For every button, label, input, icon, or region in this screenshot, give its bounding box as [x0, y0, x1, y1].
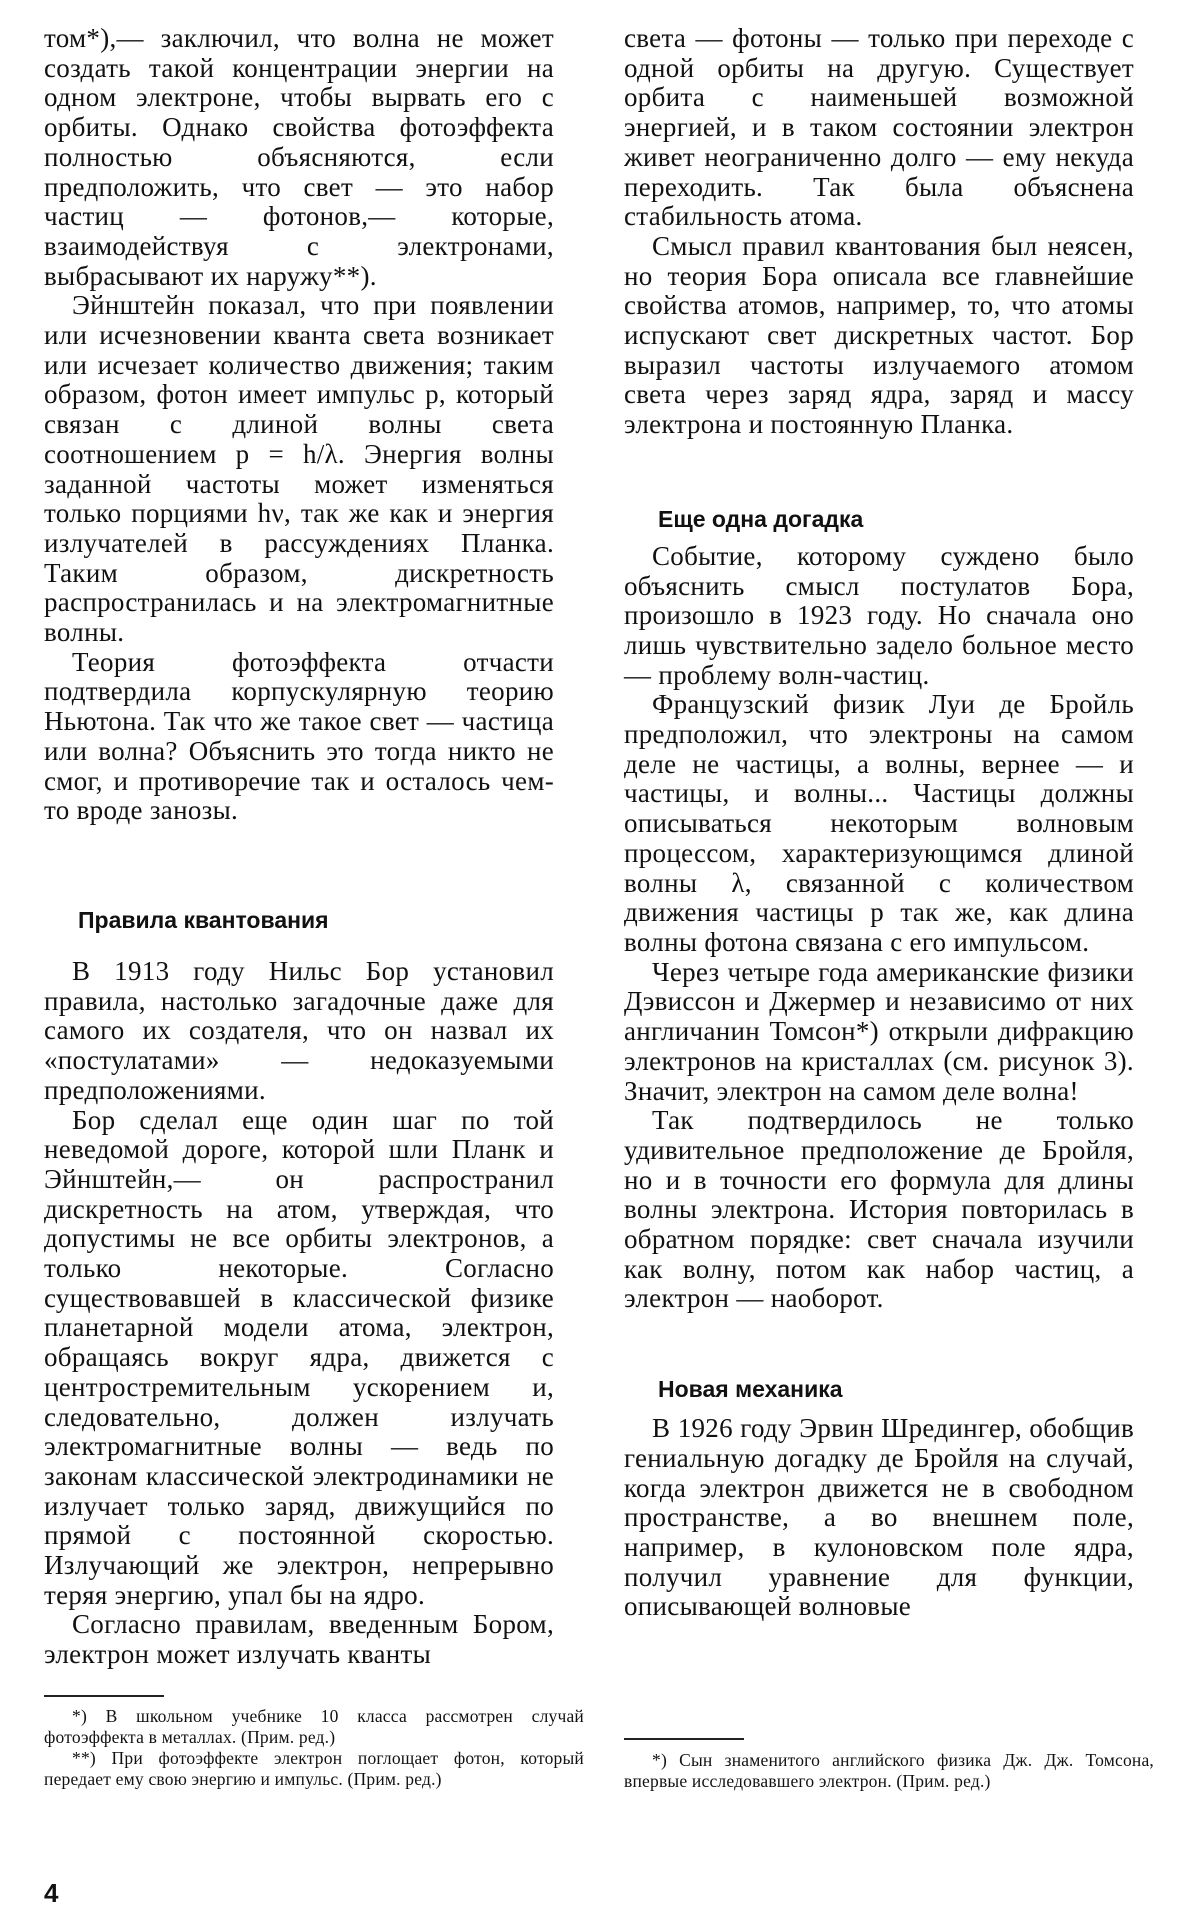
footnote-right-1: *) Сын знаменитого английского физика Дж. Дж. Томсона, впервые исследовавшего электрон. (Прим. ред.) — [624, 1750, 1154, 1791]
right-paragraph-3: Событие, которому суждено было объяснить смысл постулатов Бора, произошло в 1923 году. Но сначала оно лишь чувствительно задело больное место — проблему волн-частиц. — [624, 540, 1134, 690]
left-paragraph-2: Эйнштейн показал, что при появлении или исчезновении кванта света возникает или исчезает количество движения; таким образом, фотон имеет импульс p, который связан с длиной волны света соотношением p = h/λ. Энергия волны заданной частоты может изменяться только порциями hν, так же как и энергия излучателей в рассуждениях Планка. Таким образом, дискретность распространилась и на электромагнитные волны. — [44, 290, 554, 648]
left-paragraph-3: Теория фотоэффекта отчасти подтвердила корпускулярную теорию Ньютона. Так что же такое свет — частица или волна? Объяснить это тогда никто не смог, и противоречие так и осталось чем-то вроде занозы. — [44, 646, 554, 826]
footnote-rule-right — [624, 1738, 744, 1740]
footnote-left-2: **) При фотоэффекте электрон поглощает фотон, который передает ему свою энергию и импульс. (Прим. ред.) — [44, 1748, 584, 1789]
right-paragraph-2: Смысл правил квантования был неясен, но теория Бора описала все главнейшие свойства атомов, например, то, что атомы испускают свет дискретных частот. Бор выразил частоты излучаемого атомом света через заряд ядра, заряд и массу электрона и постоянную Планка. — [624, 230, 1134, 440]
left-paragraph-5: Бор сделал еще один шаг по той неведомой дороге, которой шли Планк и Эйнштейн,— он распространил дискретность на атом, утверждая, что допустимы не все орбиты электронов, а только некоторые. Согласно существовавшей в классической физике планетарной модели атома, электрон, обращаясь вокруг ядра, движется с центростремительным ускорением и, следовательно, должен излучать электромагнитные волны — ведь по законам классической электродинамики не излучает только заряд, движущийся по прямой с постоянной скоростью. Излучающий же электрон, непрерывно теряя энергию, упал бы на ядро. — [44, 1104, 554, 1610]
section-heading-quantization-rules: Правила квантования — [78, 906, 329, 933]
footnote-rule-left — [44, 1695, 164, 1697]
section-heading-new-mechanics: Новая механика — [658, 1376, 843, 1403]
section-heading-another-guess: Еще одна догадка — [658, 505, 864, 532]
left-paragraph-4: В 1913 году Нильс Бор установил правила, настолько загадочные даже для самого их создателя, что он назвал их «постулатами» — недоказуемыми предположениями. — [44, 955, 554, 1105]
footnotes-right — [624, 1750, 1154, 1792]
right-column — [624, 24, 1134, 1622]
footnotes-left — [44, 1706, 584, 1790]
right-paragraph-5: Через четыре года американские физики Дэвиссон и Джермер и независимо от них англичанин Томсон*) открыли дифракцию электронов на кристаллах (см. рисунок 3). Значит, электрон на самом деле волна! — [624, 956, 1134, 1106]
right-paragraph-4: Французский физик Луи де Бройль предположил, что электроны на самом деле не частицы, а волны, вернее — и частицы, и волны... Частицы должны описываться некоторым волновым процессом, характеризующимся длиной волны λ, связанной с количеством движения частицы p так же, как длина волны фотона связана с его импульсом. — [624, 689, 1134, 957]
right-paragraph-1: света — фотоны — только при переходе с одной орбиты на другую. Существует орбита с наименьшей возможной энергией, и в таком состоянии электрон живет неограниченно долго — ему некуда переходить. Так была объяснена стабильность атома. — [624, 23, 1134, 232]
page-number: 4 — [44, 1878, 59, 1908]
right-paragraph-6: Так подтвердилось не только удивительное предположение де Бройля, но и в точности его формула для длины волны электрона. История повторилась в обратном порядке: свет сначала изучили как волну, потом как набор частиц, а электрон — наоборот. — [624, 1105, 1134, 1314]
right-paragraph-7: В 1926 году Эрвин Шредингер, обобщив гениальную догадку де Бройля на случай, когда электрон движется не в свободном пространстве, а во внешнем поле, например, в кулоновском поле ядра, получил уравнение для функции, описывающей волновые — [624, 1413, 1134, 1622]
left-paragraph-6: Согласно правилам, введенным Бором, электрон может излучать кванты — [44, 1609, 554, 1670]
footnote-left-1: *) В школьном учебнике 10 класса рассмотрен случай фотоэффекта в металлах. (Прим. ред.) — [44, 1706, 584, 1747]
left-paragraph-1: том*),— заключил, что волна не может создать такой концентрации энергии на одном электроне, чтобы вырвать его с орбиты. Однако свойства фотоэффекта полностью объясняются, если предположить, что свет — это набор частиц — фотонов,— которые, взаимодействуя с электронами, выбрасывают их наружу**). — [44, 23, 554, 291]
left-column — [44, 24, 554, 1670]
